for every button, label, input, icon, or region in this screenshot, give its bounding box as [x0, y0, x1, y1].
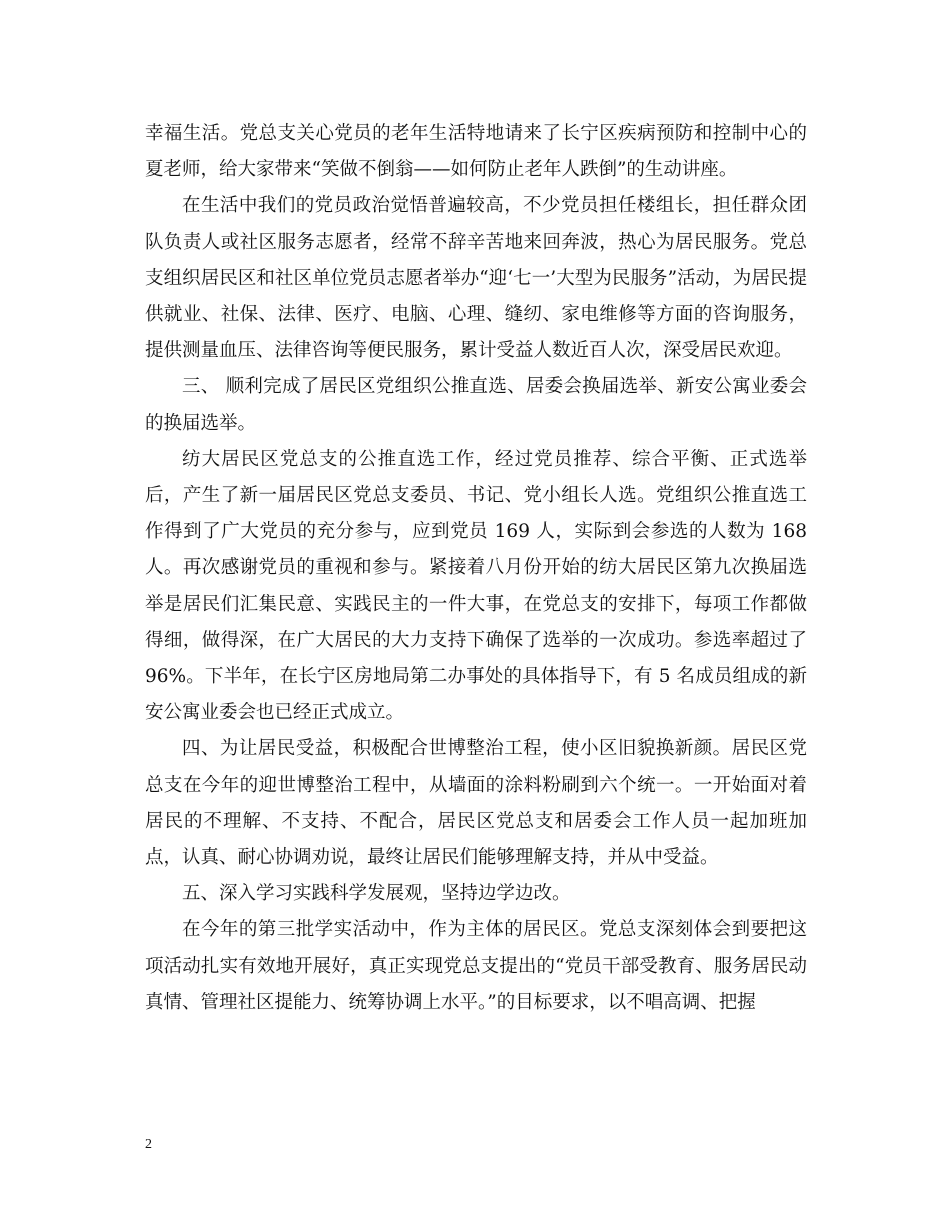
- paragraph-election-work: 纺大居民区党总支的公推直选工作，经过党员推荐、综合平衡、正式选举后，产生了新一届居民区党总支委员、书记、党小组长人选。党组织公推直选工作得到了广大党员的充分参与，应到党员 169 人，实际到会参选的人数为 168 人。再次感谢党员的重视和参与。紧接着八月份开始的纺大居民区第九次换届选举是居民们汇集民意、实践民主的一件大事，在党总支的安排下，每项工作都做得细，做得深，在广大居民的大力支持下确保了选举的一次成功。参选率超过了 96%。下半年，在长宁区房地局第二办事处的具体指导下，有 5 名成员组成的新安公寓业委会也已经正式成立。: [145, 448, 807, 724]
- paragraph-section-five-heading: 五、深入学习实践科学发展观，坚持边学边改。: [182, 883, 571, 905]
- paragraph-study-activity: 在今年的第三批学实活动中，作为主体的居民区。党总支深刻体会到要把这项活动扎实有效地开展好，真正实现党总支提出的“党员干部受教育、服务居民动真情、管理社区提能力、统筹协调上水平。”的目标要求，以不唱高调、把握: [145, 919, 807, 1013]
- document-body: [145, 116, 807, 1021]
- page-number: 2: [145, 1137, 152, 1152]
- paragraph-section-four: 四、为让居民受益，积极配合世博整治工程，使小区旧貌换新颜。居民区党总支在今年的迎世博整治工程中，从墙面的涂料粉刷到六个统一。一开始面对着居民的不理解、不支持、不配合，居民区党总支和居委会工作人员一起加班加点，认真、耐心协调劝说，最终让居民们能够理解支持，并从中受益。: [145, 738, 807, 869]
- paragraph-section-three-heading: 三、 顺利完成了居民区党组织公推直选、居委会换届选举、新安公寓业委会的换届选举。: [145, 376, 807, 434]
- paragraph-continuation: 幸福生活。党总支关心党员的老年生活特地请来了长宁区疾病预防和控制中心的夏老师，给大家带来“笑做不倒翁——如何防止老年人跌倒”的生动讲座。: [145, 123, 807, 181]
- paragraph-volunteer-service: 在生活中我们的党员政治觉悟普遍较高，不少党员担任楼组长，担任群众团队负责人或社区服务志愿者，经常不辞辛苦地来回奔波，热心为居民服务。党总支组织居民区和社区单位党员志愿者举办“迎‘七一’大型为民服务”活动，为居民提供就业、社保、法律、医疗、电脑、心理、缝纫、家电维修等方面的咨询服务，提供测量血压、法律咨询等便民服务，累计受益人数近百人次，深受居民欢迎。: [145, 195, 807, 362]
